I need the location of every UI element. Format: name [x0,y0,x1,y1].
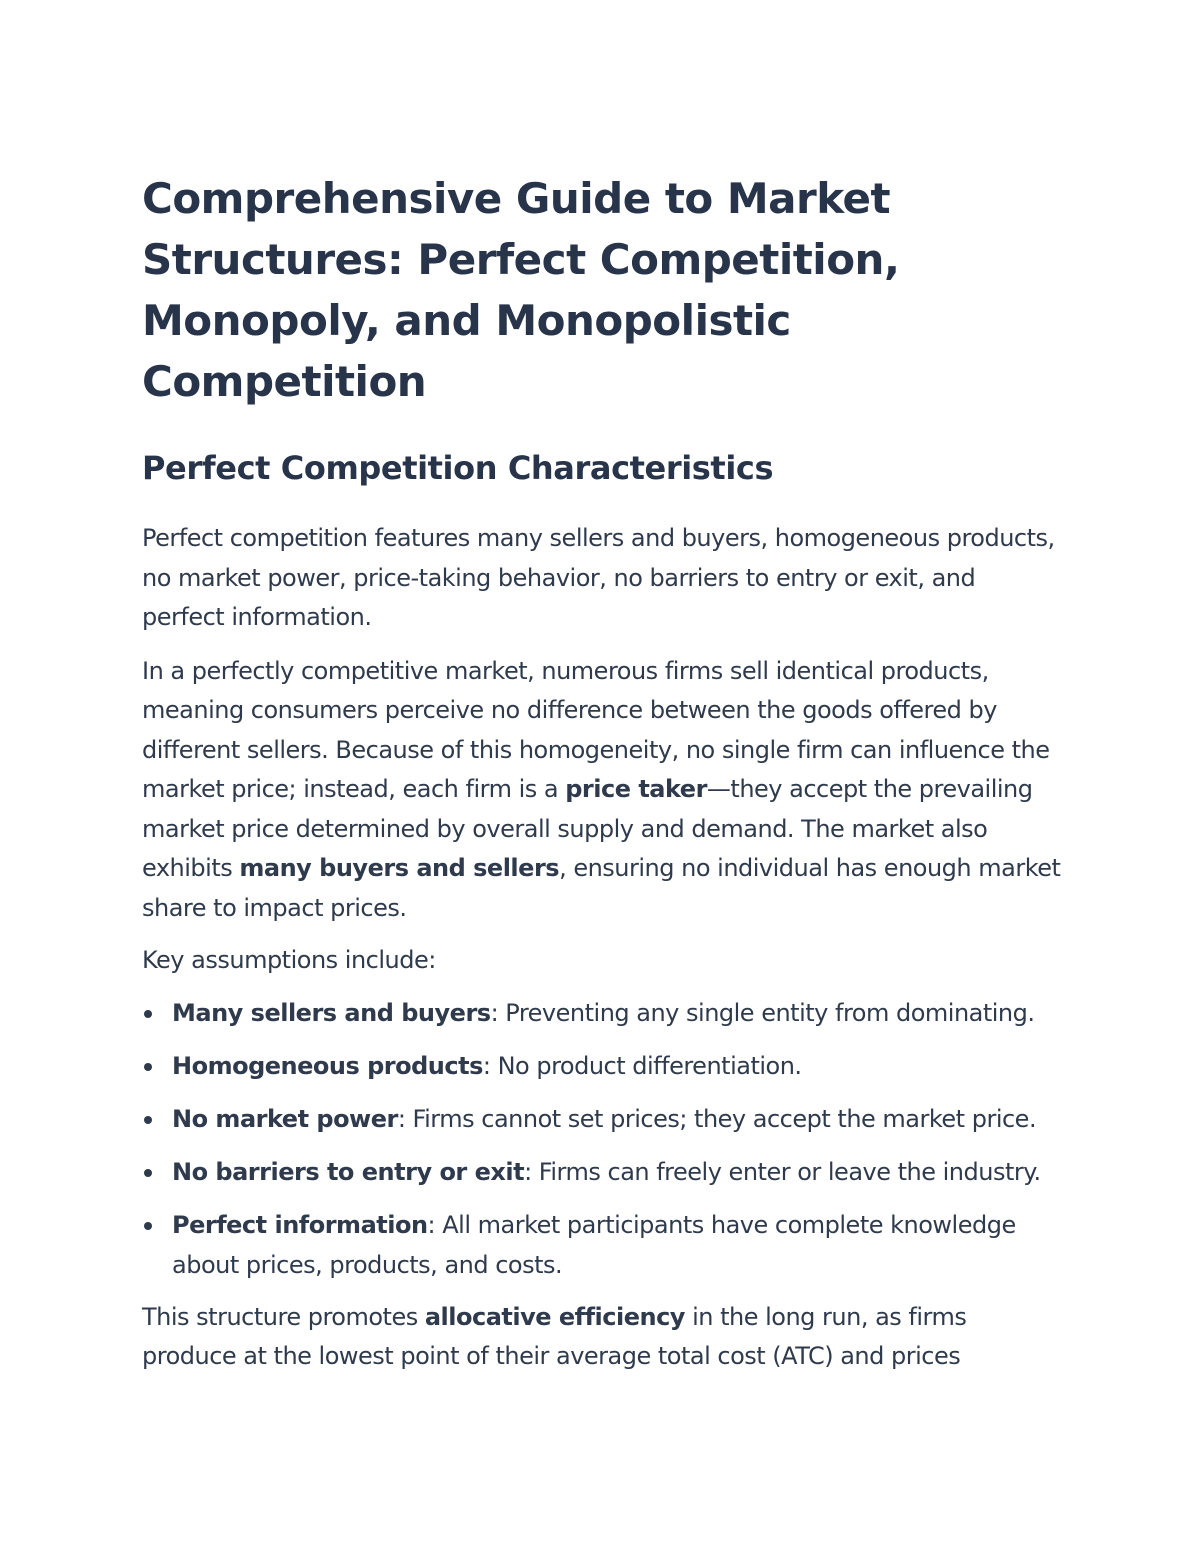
section-heading: Perfect Competition Characteristics [142,449,774,487]
closing-paragraph [142,1298,1062,1377]
list-item-term: No barriers to entry or exit [172,1157,525,1186]
list-item-term: Many sellers and buyers [172,998,491,1027]
list-item-desc: : Firms can freely enter or leave the industry. [524,1157,1041,1186]
bullet-icon [144,1222,152,1230]
list-item-term: No market power [172,1104,398,1133]
bold-term: allocative efficiency [424,1302,685,1331]
bullet-icon [144,1010,152,1018]
bullet-icon [144,1063,152,1071]
list-item [142,1046,1062,1086]
assumptions-list [142,993,1062,1285]
bold-term: many buyers and sellers [239,854,560,882]
text-run: , ensuring no individual has enough market share to impact prices. [142,854,1061,922]
text-run: in the long run, as firms produce at the lowest point of their average total cost (ATC) and prices [142,1302,967,1370]
list-item [142,1099,1062,1139]
list-item-term: Perfect information [172,1210,428,1239]
document-page [142,168,1062,1377]
list-item-desc: : Preventing any single entity from dominating. [490,998,1035,1027]
text-run: —they accept the prevailing market price determined by overall supply and demand. The market also exhibits [142,775,1033,882]
document-title: Comprehensive Guide to Market Structures: Perfect Competition, Monopoly, and Monopolistic Competition [142,174,900,406]
text-run: This structure promotes [142,1302,425,1331]
list-item-desc: : No product differentiation. [482,1051,802,1080]
intro-paragraph: Perfect competition features many sellers and buyers, homogeneous products, no market power, price-taking behavior, no barriers to entry or exit, and perfect information. [142,524,1055,631]
bold-term: price taker [565,775,707,803]
list-item-desc: : Firms cannot set prices; they accept the market price. [397,1104,1037,1133]
list-item [142,1205,1062,1285]
list-item [142,993,1062,1033]
body-paragraph [142,652,1062,929]
bullet-icon [144,1169,152,1177]
list-item-desc: : All market participants have complete knowledge about prices, products, and costs. [172,1210,1016,1279]
assumptions-intro: Key assumptions include: [142,946,436,974]
bullet-icon [144,1116,152,1124]
list-item [142,1152,1062,1192]
text-run: In a perfectly competitive market, numerous firms sell identical products, meaning consumers perceive no difference between the goods offered by different sellers. Because of this homogeneity, no single firm can influence the market price; instead, each firm is a [142,656,1050,803]
list-item-term: Homogeneous products [172,1051,483,1080]
